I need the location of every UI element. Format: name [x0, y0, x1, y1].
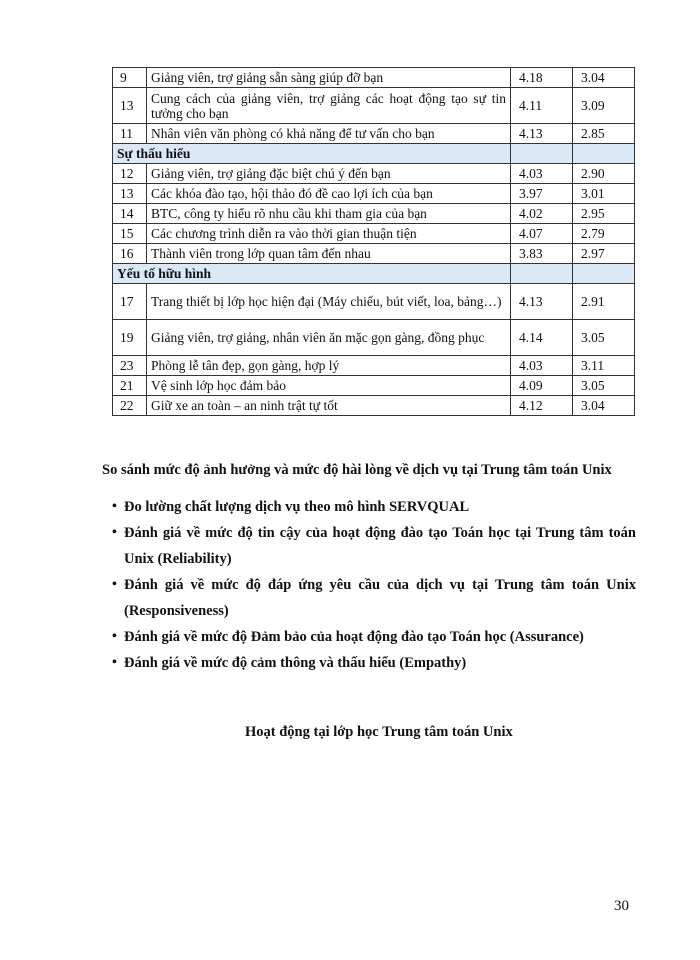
item-description: Giảng viên, trợ giảng, nhân viên ăn mặc gọn gàng, đồng phục — [147, 320, 511, 356]
section-label: Yếu tố hữu hình — [113, 264, 511, 284]
bullet-item: • Đánh giá về mức độ đáp ứng yêu cầu của dịch vụ tại Trung tâm toán Unix (Responsiveness) — [112, 572, 636, 624]
table-row — [113, 320, 635, 356]
importance-score: 4.18 — [511, 68, 573, 88]
satisfaction-score: 2.85 — [573, 124, 635, 144]
satisfaction-score: 3.09 — [573, 88, 635, 124]
satisfaction-score: 2.97 — [573, 244, 635, 264]
table-row — [113, 376, 635, 396]
table-row — [113, 184, 635, 204]
item-number: 14 — [113, 204, 147, 224]
bullet-item: • Đánh giá về mức độ Đảm bảo của hoạt động đào tạo Toán học (Assurance) — [112, 624, 636, 650]
activity-heading: Hoạt động tại lớp học Trung tâm toán Unix — [245, 724, 513, 740]
table-row — [113, 224, 635, 244]
item-number: 12 — [113, 164, 147, 184]
section-empty-cell — [511, 144, 573, 164]
item-description: Các khóa đào tạo, hội thảo đó đề cao lợi ích của bạn — [147, 184, 511, 204]
item-description: Phòng lễ tân đẹp, gọn gàng, hợp lý — [147, 356, 511, 376]
item-description: Thành viên trong lớp quan tâm đến nhau — [147, 244, 511, 264]
survey-results-table — [112, 67, 635, 416]
satisfaction-score: 2.95 — [573, 204, 635, 224]
satisfaction-score: 2.79 — [573, 224, 635, 244]
item-number: 15 — [113, 224, 147, 244]
item-description: Vệ sinh lớp học đảm bảo — [147, 376, 511, 396]
table-row — [113, 204, 635, 224]
satisfaction-score: 3.11 — [573, 356, 635, 376]
satisfaction-score: 3.05 — [573, 376, 635, 396]
item-description: Trang thiết bị lớp học hiện đại (Máy chiếu, bút viết, loa, bảng…) — [147, 284, 511, 320]
importance-score: 4.13 — [511, 284, 573, 320]
importance-score: 4.03 — [511, 164, 573, 184]
item-number: 16 — [113, 244, 147, 264]
table-row — [113, 356, 635, 376]
table-row — [113, 68, 635, 88]
item-description: Giữ xe an toàn – an ninh trật tự tốt — [147, 396, 511, 416]
section-empty-cell — [573, 144, 635, 164]
importance-score: 4.03 — [511, 356, 573, 376]
bullet-item: • Đánh giá về mức độ cảm thông và thấu hiểu (Empathy) — [112, 650, 636, 676]
item-number: 21 — [113, 376, 147, 396]
item-number: 13 — [113, 184, 147, 204]
item-description: Giảng viên, trợ giảng sẵn sàng giúp đỡ bạn — [147, 68, 511, 88]
item-description: BTC, công ty hiểu rõ nhu cầu khi tham gia của bạn — [147, 204, 511, 224]
item-description: Các chương trình diễn ra vào thời gian thuận tiện — [147, 224, 511, 244]
page-number: 30 — [614, 898, 629, 914]
table-row — [113, 396, 635, 416]
section-label: Sự thấu hiểu — [113, 144, 511, 164]
importance-score: 4.09 — [511, 376, 573, 396]
importance-score: 4.11 — [511, 88, 573, 124]
section-empty-cell — [511, 264, 573, 284]
importance-score: 4.13 — [511, 124, 573, 144]
table-section-row — [113, 144, 635, 164]
importance-score: 4.07 — [511, 224, 573, 244]
satisfaction-score: 3.04 — [573, 396, 635, 416]
table-row — [113, 244, 635, 264]
item-number: 19 — [113, 320, 147, 356]
item-number: 9 — [113, 68, 147, 88]
satisfaction-score: 2.90 — [573, 164, 635, 184]
item-description: Nhân viên văn phòng có khả năng để tư vấn cho bạn — [147, 124, 511, 144]
table-row — [113, 164, 635, 184]
satisfaction-score: 3.04 — [573, 68, 635, 88]
item-number: 23 — [113, 356, 147, 376]
item-description: Giảng viên, trợ giảng đặc biệt chú ý đến bạn — [147, 164, 511, 184]
importance-score: 4.02 — [511, 204, 573, 224]
item-number: 13 — [113, 88, 147, 124]
comparison-heading: So sánh mức độ ảnh hưởng và mức độ hài lòng về dịch vụ tại Trung tâm toán Unix — [102, 462, 612, 478]
table-row — [113, 88, 635, 124]
satisfaction-score: 3.05 — [573, 320, 635, 356]
importance-score: 4.14 — [511, 320, 573, 356]
bullet-item: • Đánh giá về mức độ tin cậy của hoạt động đào tạo Toán học tại Trung tâm toán Unix (Reliability) — [112, 520, 636, 572]
servqual-bullet-list — [112, 494, 636, 676]
satisfaction-score: 2.91 — [573, 284, 635, 320]
importance-score: 4.12 — [511, 396, 573, 416]
table-row — [113, 124, 635, 144]
importance-score: 3.97 — [511, 184, 573, 204]
item-number: 11 — [113, 124, 147, 144]
importance-score: 3.83 — [511, 244, 573, 264]
item-number: 17 — [113, 284, 147, 320]
item-number: 22 — [113, 396, 147, 416]
table-section-row — [113, 264, 635, 284]
satisfaction-score: 3.01 — [573, 184, 635, 204]
table-row — [113, 284, 635, 320]
item-description: Cung cách của giảng viên, trợ giảng các hoạt động tạo sự tin tưởng cho bạn — [147, 88, 511, 124]
bullet-item: • Đo lường chất lượng dịch vụ theo mô hình SERVQUAL — [112, 494, 636, 520]
table-body — [113, 68, 635, 416]
section-empty-cell — [573, 264, 635, 284]
